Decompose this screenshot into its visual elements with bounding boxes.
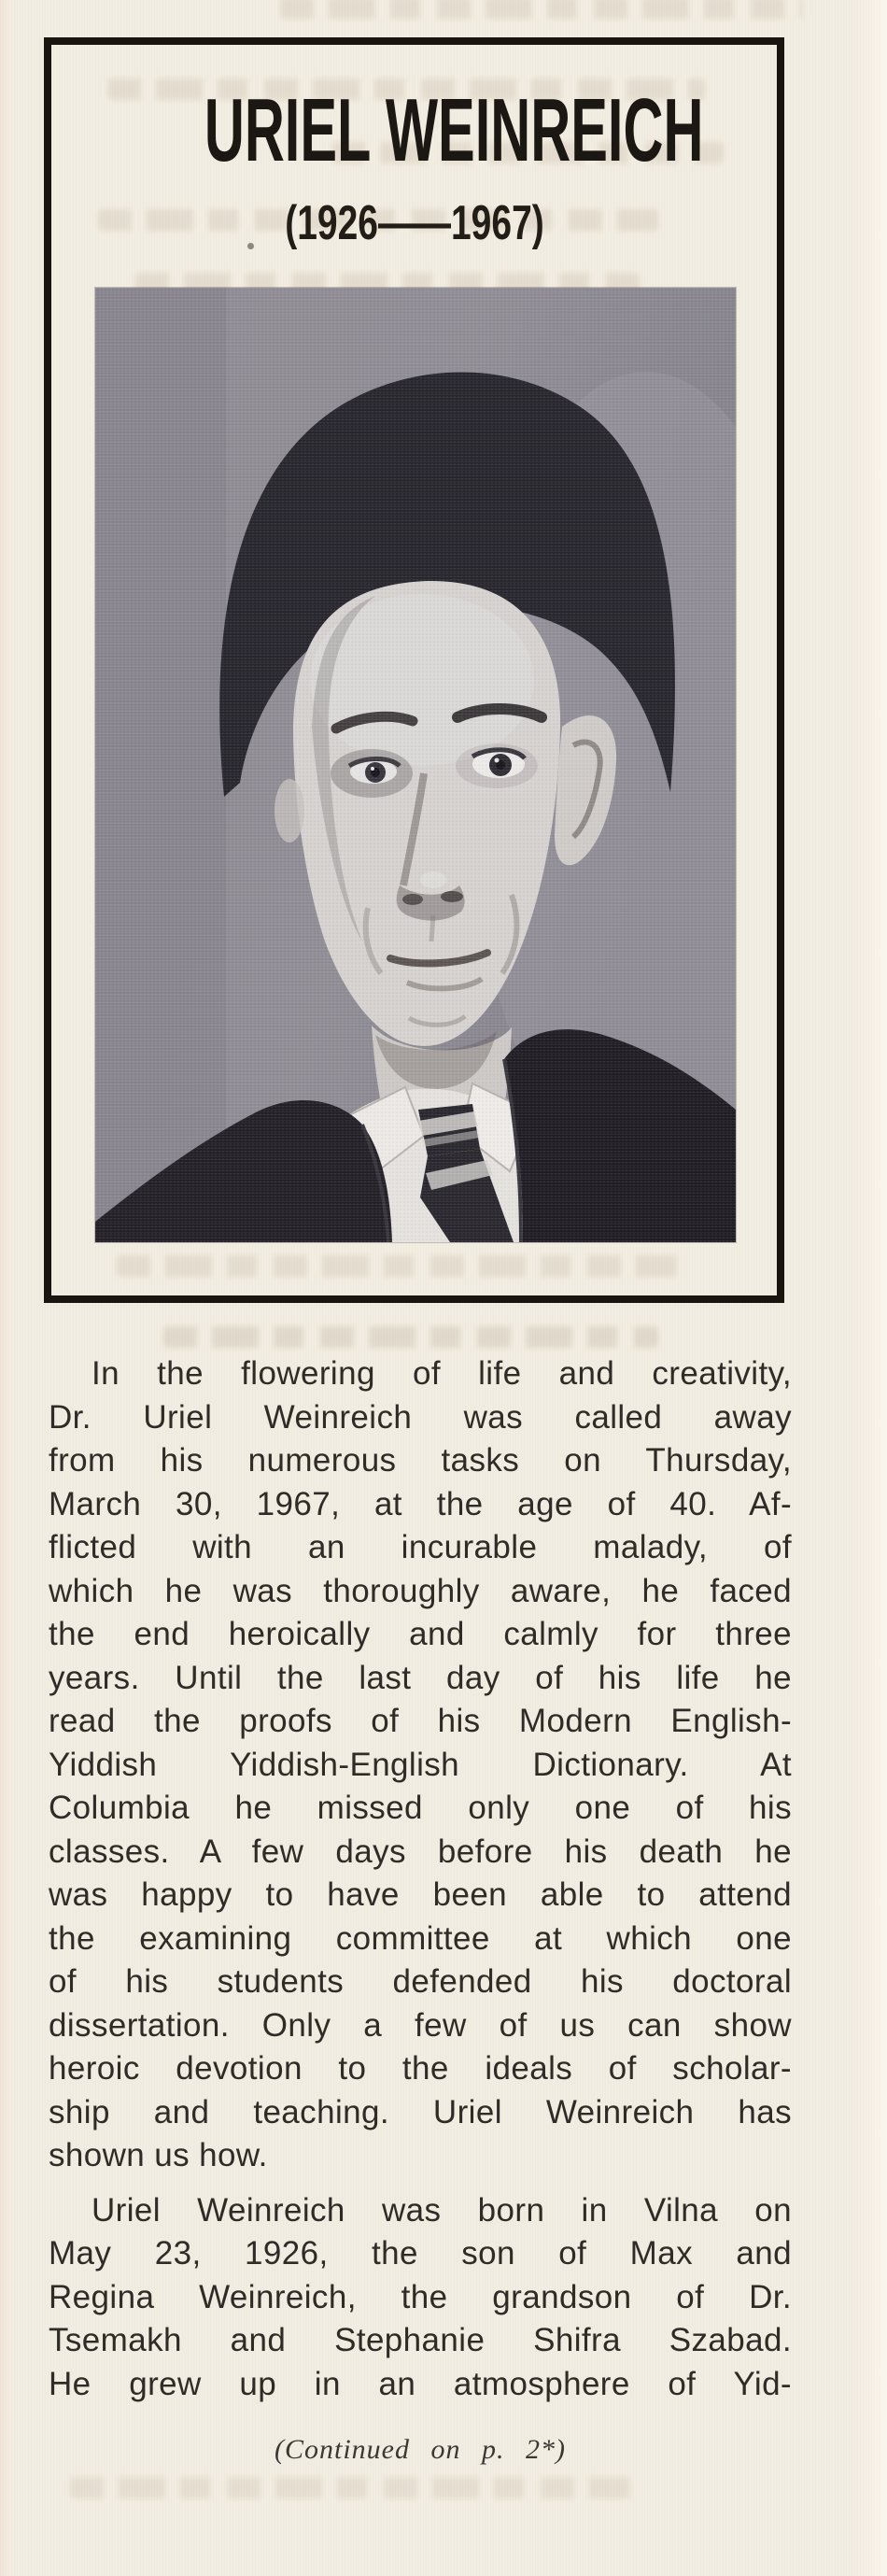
memorial-box bbox=[44, 37, 784, 1303]
bleed-through-ghost bbox=[163, 1326, 658, 1348]
text-line: March 30, 1967, at the age of 40. Af- bbox=[49, 1485, 792, 1522]
continued-note: (Continued on p. 2*) bbox=[275, 2434, 566, 2465]
text-line: the examining committee at which one bbox=[49, 1919, 792, 1957]
photo-halftone-overlay bbox=[95, 288, 736, 1242]
text-line: the end heroically and calmly for three bbox=[49, 1616, 792, 1652]
text-line: shown us how. bbox=[49, 2137, 268, 2173]
portrait-photo bbox=[95, 288, 736, 1242]
text-line: read the proofs of his Modern English- bbox=[49, 1703, 792, 1739]
obituary-paragraph-1 bbox=[49, 1352, 792, 2178]
obituary-paragraph-2 bbox=[49, 2189, 792, 2407]
text-line: May 23, 1926, the son of Max and bbox=[49, 2235, 792, 2272]
text-line: from his numerous tasks on Thursday, bbox=[49, 1442, 792, 1479]
text-line: years. Until the last day of his life he bbox=[49, 1659, 792, 1696]
portrait-photo-svg bbox=[95, 288, 736, 1242]
page-title-text: URIEL WEINREICH bbox=[204, 80, 704, 180]
text-line: heroic devotion to the ideals of scholar- bbox=[49, 2050, 792, 2087]
text-line: of his students defended his doctoral bbox=[49, 1963, 792, 2000]
text-line: He grew up in an atmosphere of Yid- bbox=[49, 2365, 792, 2402]
text-line: which he was thoroughly aware, he faced bbox=[49, 1572, 792, 1609]
life-dates-text: (1926——1967) bbox=[284, 196, 544, 250]
page-title bbox=[51, 80, 777, 180]
text-line: was happy to have been able to attend bbox=[49, 1876, 792, 1913]
text-line: Regina Weinreich, the grandson of Dr. bbox=[49, 2278, 792, 2315]
text-line: Yiddish Yiddish-English Dictionary. At bbox=[49, 1746, 792, 1783]
text-line: In the flowering of life and creativity, bbox=[92, 1355, 792, 1392]
obituary-text bbox=[49, 1352, 792, 2406]
text-line: Uriel Weinreich was born in Vilna on bbox=[92, 2191, 792, 2229]
bleed-through-ghost bbox=[117, 1255, 677, 1277]
text-line: dissertation. Only a few of us can show bbox=[49, 2006, 792, 2044]
page-right-edge bbox=[872, 0, 887, 2576]
bleed-through-ghost bbox=[70, 2477, 630, 2498]
ink-speck bbox=[247, 243, 254, 249]
text-line: Dr. Uriel Weinreich was called away bbox=[49, 1398, 792, 1436]
bleed-through-ghost bbox=[280, 0, 803, 19]
life-dates bbox=[51, 197, 777, 250]
page-left-edge bbox=[0, 0, 8, 2576]
text-line: Tsemakh and Stephanie Shifra Szabad. bbox=[49, 2322, 792, 2358]
text-line: flicted with an incurable malady, of bbox=[49, 1529, 792, 1565]
text-line: classes. A few days before his death he bbox=[49, 1833, 792, 1870]
text-line: Columbia he missed only one of his bbox=[49, 1790, 792, 1826]
text-line: ship and teaching. Uriel Weinreich has bbox=[49, 2093, 792, 2130]
